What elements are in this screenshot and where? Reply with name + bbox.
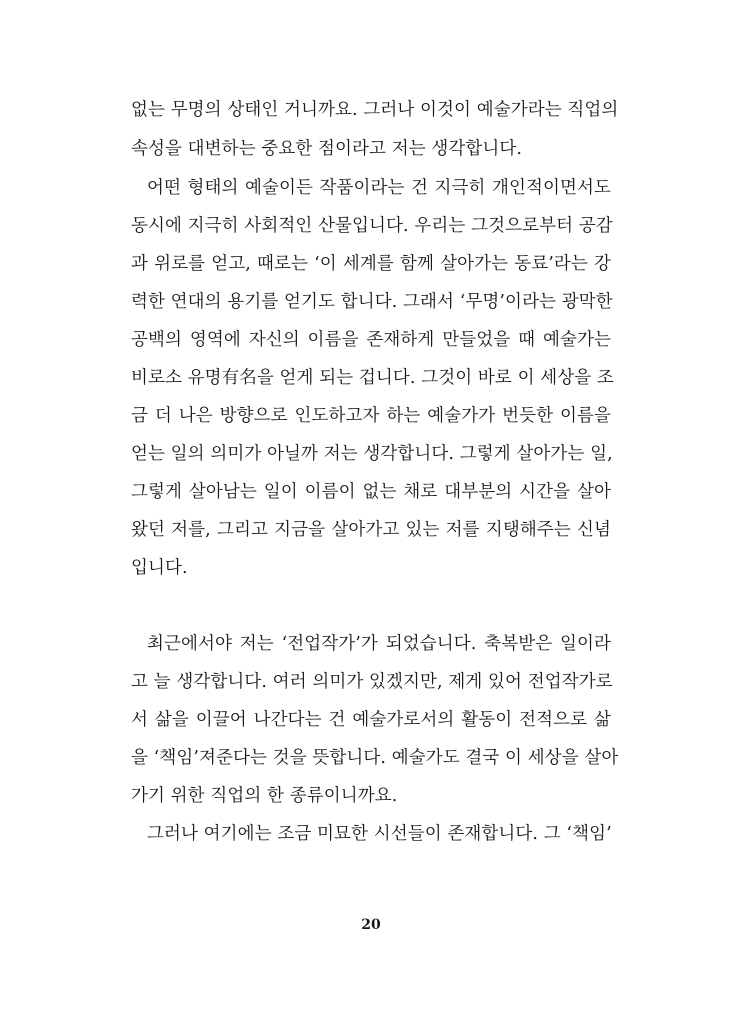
text-line: 왔던 저를, 그리고 지금을 살아가고 있는 저를 지탱해주는 신념 <box>131 520 611 540</box>
paragraph-first-line: 어떤 형태의 예술이든 작품이라는 건 지극히 개인적이면서도 <box>147 178 611 198</box>
text-line: 동시에 지극히 사회적인 산물입니다. 우리는 그것으로부터 공감 <box>131 216 613 236</box>
text-line: 가기 위한 직업의 한 종류이니까요. <box>131 786 398 806</box>
text-line: 력한 연대의 용기를 얻기도 합니다. 그래서 ‘무명’이라는 광막한 <box>131 292 613 312</box>
text-line: 입니다. <box>131 558 188 578</box>
text-line: 서 삶을 이끌어 나간다는 건 예술가로서의 활동이 전적으로 삶 <box>131 710 611 730</box>
text-line: 금 더 나은 방향으로 인도하고자 하는 예술가가 번듯한 이름을 <box>131 406 611 426</box>
text-line: 공백의 영역에 자신의 이름을 존재하게 만들었을 때 예술가는 <box>131 330 611 350</box>
text-line: 속성을 대변하는 중요한 점이라고 저는 생각합니다. <box>131 139 523 159</box>
paragraph-first-line: 최근에서야 저는 ‘전업작가’가 되었습니다. 축복받은 일이라 <box>147 634 611 654</box>
text-line: 을 ‘책임’져준다는 것을 뜻합니다. 예술가도 결국 이 세상을 살아 <box>131 748 619 768</box>
paragraph-first-line: 그러나 여기에는 조금 미묘한 시선들이 존재합니다. 그 ‘책임’ <box>147 824 612 844</box>
text-line: 얻는 일의 의미가 아닐까 저는 생각합니다. 그렇게 살아가는 일, <box>131 444 613 464</box>
text-line: 고 늘 생각합니다. 여러 의미가 있겠지만, 제게 있어 전업작가로 <box>131 672 613 692</box>
text-line: 없는 무명의 상태인 거니까요. 그러나 이것이 예술가라는 직업의 <box>131 100 619 120</box>
text-line: 그렇게 살아남는 일이 이름이 없는 채로 대부분의 시간을 살아 <box>131 482 611 502</box>
text-line: 과 위로를 얻고, 때로는 ‘이 세계를 함께 살아가는 동료’라는 강 <box>131 254 611 274</box>
text-line: 비로소 유명有名을 얻게 되는 겁니다. 그것이 바로 이 세상을 조 <box>131 368 614 388</box>
page-number: 20 <box>361 917 381 933</box>
